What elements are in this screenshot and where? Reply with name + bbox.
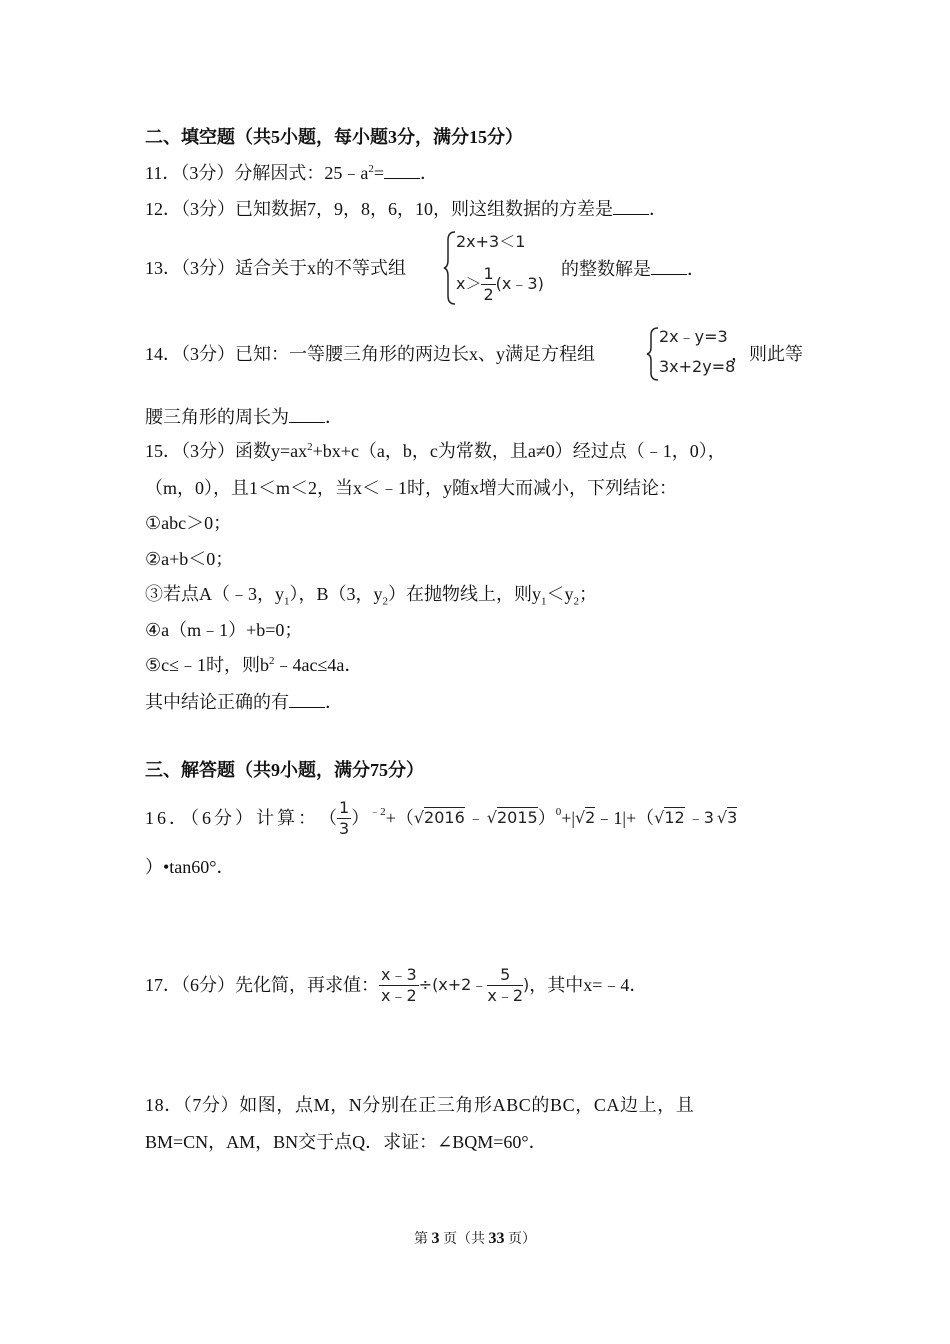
question-18-line2: BM=CN，AM，BN交于点Q．求证：∠BQM=60°．: [145, 1132, 547, 1152]
fraction: $\frac{1}{3}$: [339, 797, 350, 838]
question-15-line1: 15．（3分）函数$y=ax^2+bx+c(a$，b，c为常数，且a≠0）经过点（﹣1，0），: [145, 441, 726, 461]
answer-blank: [651, 259, 687, 275]
fraction: $\frac{5}{x﹣2}$: [487, 964, 524, 1005]
question-11: 11．（3分）分解因式：$25﹣a^2=$ ．: [145, 163, 438, 183]
page-total: 33: [488, 1230, 505, 1247]
question-16: 16．（6分）计算： （ $\frac{1}{3}$ ） $^{﹣2}$ +（ √2016 ﹣ √2015 ） $^0$ +| √2 ﹣1|+（ √12 ﹣3 √3: [145, 797, 738, 838]
section-3-heading: 三、解答题（共9小题，满分75分）: [145, 760, 424, 780]
question-14-text: 14．（3分）已知：一等腰三角形的两边长x、y满足方程组: [145, 344, 595, 364]
question-12: 12．（3分）已知数据7，9，8，6，10，则这组数据的方差是 ．: [145, 199, 667, 219]
section-2-heading: 二、填空题（共5小题，每小题3分，满分15分）: [145, 127, 523, 147]
conclusion-4: ④a（m﹣1）+b=0；: [145, 620, 303, 640]
question-16-line2: ）•tan60°．: [145, 857, 235, 877]
question-14-line2: 腰三角形的周长为 ．: [145, 407, 343, 427]
conclusion-3: ③若点A（﹣3，$y_1$），B（3，$y_2$）在抛物线上，则$y_1<y_2$；: [145, 584, 598, 608]
question-13-text: 13．（3分）适合关于x的不等式组: [145, 258, 406, 278]
question-17: 17．（6分）先化简，再求值： $\frac{x﹣3}{x﹣2}$ ÷(x+2﹣ $\frac{5}{x﹣2}$ ) ，其中x=﹣4．: [145, 964, 648, 1005]
fraction: $\frac{1}{2}$: [483, 264, 494, 304]
left-brace-icon: [443, 230, 457, 306]
answer-blank: [289, 407, 325, 423]
inequality-2: x＞ $\frac{1}{2}$ (x﹣3): [456, 264, 544, 304]
equation-1: 2x﹣y=3: [659, 327, 728, 346]
question-18-line1: 18．（7分）如图，点M，N分别在正三角形ABC的BC，CA边上，且: [145, 1095, 695, 1115]
answer-blank: [613, 199, 649, 215]
page-number: 3: [431, 1230, 440, 1247]
answer-blank: [289, 692, 325, 708]
question-15-line2: （m，0），且1＜m＜2，当x＜﹣1时，y随x增大而减小，下列结论：: [145, 478, 677, 498]
question-15-conclusion: 其中结论正确的有 ．: [145, 692, 343, 712]
left-brace-icon: [646, 326, 660, 382]
conclusion-2: ②a+b＜0；: [145, 549, 234, 569]
conclusion-5: ⑤c≤﹣1时，则$b^2﹣4ac\le 4a$．: [145, 655, 363, 675]
fraction: $\frac{x﹣3}{x﹣2}$: [381, 964, 417, 1005]
question-13-tail: 的整数解是 ．: [561, 259, 705, 279]
inequality-1: 2x+3＜1: [456, 232, 526, 251]
question-14-tail: ，则此等: [731, 344, 803, 364]
answer-blank: [384, 163, 420, 179]
equation-2: 3x+2y=8: [659, 357, 736, 376]
page-footer: 第 3 页（共 33 页）: [414, 1230, 536, 1247]
conclusion-1: ①abc＞0；: [145, 513, 232, 533]
